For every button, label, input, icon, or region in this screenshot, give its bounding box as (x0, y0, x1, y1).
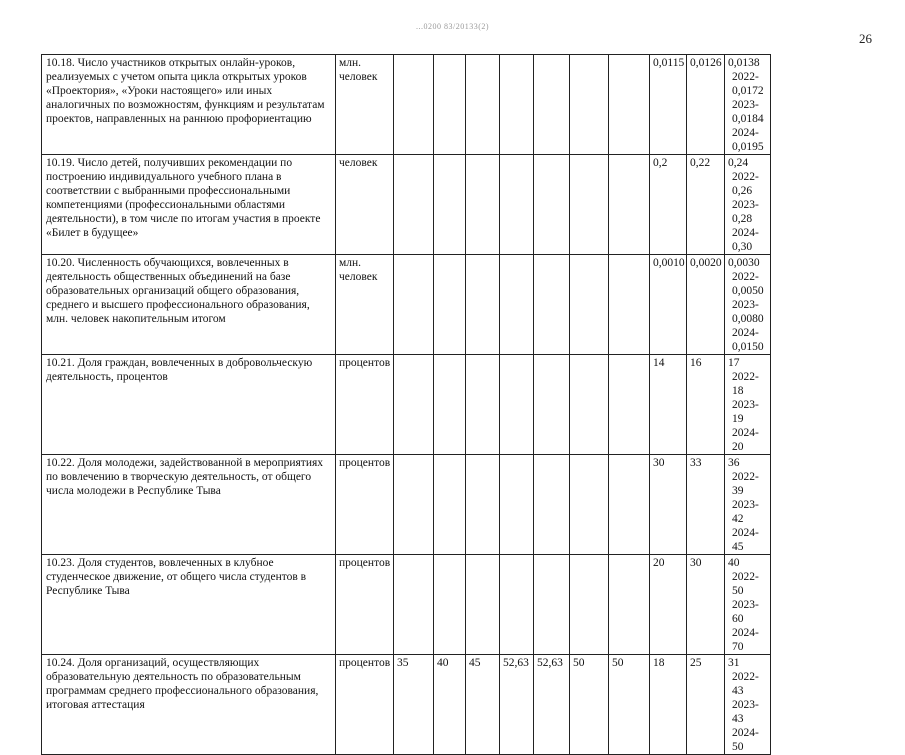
indicator-unit: процентов (336, 655, 394, 755)
year-value: 2024-50 (732, 727, 759, 753)
indicators-table (41, 54, 892, 755)
value-cell: 52,63 (534, 655, 570, 755)
year-value: 2023-43 (732, 699, 759, 725)
year-value: 2024-0,0195 (732, 127, 764, 153)
value-cell (394, 455, 434, 555)
value-cell (534, 155, 570, 255)
target-cell (725, 355, 771, 455)
year-value: 2022-43 (732, 671, 759, 697)
value-cell (434, 155, 466, 255)
value-cell (534, 255, 570, 355)
year-value: 2022-50 (732, 571, 759, 597)
target-value: 40 (728, 557, 740, 569)
year-value: 2022-39 (732, 471, 759, 497)
year-value: 2024-45 (732, 527, 759, 553)
value-cell (434, 455, 466, 555)
value-cell (500, 455, 534, 555)
year-value: 2022-0,26 (732, 171, 759, 197)
indicator-unit: процентов (336, 555, 394, 655)
value-cell (534, 355, 570, 455)
indicator-name: 10.18. Число участников открытых онлайн-уроков, реализуемых с учетом опыта цикла открытых уроков «Проектория», «Уроки настоящего» или иных аналогичных по возможностям, функциям и результатам проектов, направленных на раннюю профориентацию (42, 55, 336, 155)
indicator-name: 10.23. Доля студентов, вовлеченных в клубное студенческое движение, от общего числа студентов в Республике Тыва (42, 555, 336, 655)
target-value: 0,24 (728, 157, 749, 169)
target-cell (725, 655, 771, 755)
value-cell (609, 55, 650, 155)
year-value: 2022-0,0050 (732, 271, 764, 297)
year-value: 2024-70 (732, 627, 759, 653)
table-row (42, 255, 892, 355)
indicator-unit: процентов (336, 355, 394, 455)
year-value: 2023-19 (732, 399, 759, 425)
value-cell: 14 (650, 355, 687, 455)
target-value: 31 (728, 657, 740, 669)
document-stamp: ...0200 83/20133(2) (415, 22, 490, 31)
value-cell (500, 255, 534, 355)
year-value: 2023-0,0184 (732, 99, 764, 125)
indicator-name: 10.24. Доля организаций, осуществляющих образовательную деятельность по образовательным программам среднего профессионального образования, итоговая аттестация (42, 655, 336, 755)
target-cell (725, 255, 771, 355)
target-cell (725, 55, 771, 155)
value-cell (500, 355, 534, 455)
value-cell: 33 (687, 455, 725, 555)
indicator-name: 10.20. Численность обучающихся, вовлеченных в деятельность общественных объединений на базе образовательных организаций общего образования, среднего и высшего профессионального образования, млн. человек накопительным итогом (42, 255, 336, 355)
value-cell (434, 355, 466, 455)
indicator-name: 10.22. Доля молодежи, задействованной в мероприятиях по вовлечению в творческую деятельность, от общего числа молодежи в Республике Тыва (42, 455, 336, 555)
table-row (42, 155, 892, 255)
value-cell: 0,2 (650, 155, 687, 255)
year-value: 2024-0,0150 (732, 327, 764, 353)
value-cell (434, 55, 466, 155)
value-cell (466, 255, 500, 355)
table-row (42, 455, 892, 555)
value-cell (466, 355, 500, 455)
table-row (42, 55, 892, 155)
indicator-unit: млн. человек (336, 255, 394, 355)
value-cell: 16 (687, 355, 725, 455)
target-value: 17 (728, 357, 740, 369)
page-number: 26 (859, 31, 872, 46)
value-cell (534, 455, 570, 555)
value-cell (394, 55, 434, 155)
value-cell (570, 155, 609, 255)
value-cell (434, 255, 466, 355)
year-value: 2022-18 (732, 371, 759, 397)
value-cell (570, 55, 609, 155)
target-cell (725, 455, 771, 555)
value-cell: 40 (434, 655, 466, 755)
value-cell (609, 455, 650, 555)
value-cell (534, 55, 570, 155)
value-cell: 45 (466, 655, 500, 755)
table-row (42, 355, 892, 455)
target-cell (725, 155, 771, 255)
year-value: 2024-0,30 (732, 227, 759, 253)
value-cell: 30 (687, 555, 725, 655)
value-cell (570, 255, 609, 355)
indicator-name: 10.21. Доля граждан, вовлеченных в добровольческую деятельность, процентов (42, 355, 336, 455)
value-cell (570, 355, 609, 455)
value-cell: 0,0020 (687, 255, 725, 355)
value-cell: 50 (570, 655, 609, 755)
value-cell (394, 155, 434, 255)
target-value: 0,0030 (728, 257, 760, 269)
year-value: 2022-0,0172 (732, 71, 764, 97)
value-cell: 20 (650, 555, 687, 655)
year-value: 2023-60 (732, 599, 759, 625)
value-cell (609, 155, 650, 255)
value-cell: 25 (687, 655, 725, 755)
value-cell (466, 455, 500, 555)
value-cell: 50 (609, 655, 650, 755)
value-cell (570, 455, 609, 555)
value-cell: 35 (394, 655, 434, 755)
indicator-name: 10.19. Число детей, получивших рекомендации по построению индивидуального учебного плана в соответствии с выбранными профессиональными компетенциями (профессиональными областями деятельности), в том числе по итогам участия в проекте «Билет в будущее» (42, 155, 336, 255)
value-cell: 0,0115 (650, 55, 687, 155)
value-cell: 52,63 (500, 655, 534, 755)
indicator-unit: процентов (336, 455, 394, 555)
target-value: 0,0138 (728, 57, 760, 69)
value-cell (609, 355, 650, 455)
year-value: 2023-42 (732, 499, 759, 525)
value-cell (394, 355, 434, 455)
value-cell (500, 155, 534, 255)
value-cell: 0,0010 (650, 255, 687, 355)
year-value: 2023-0,0080 (732, 299, 764, 325)
value-cell (466, 155, 500, 255)
value-cell (394, 255, 434, 355)
value-cell: 0,0126 (687, 55, 725, 155)
year-value: 2024-20 (732, 427, 759, 453)
target-value: 36 (728, 457, 740, 469)
indicator-unit: человек (336, 155, 394, 255)
value-cell: 30 (650, 455, 687, 555)
year-value: 2023-0,28 (732, 199, 759, 225)
value-cell (500, 55, 534, 155)
value-cell: 18 (650, 655, 687, 755)
indicator-unit: млн. человек (336, 55, 394, 155)
value-cell (466, 55, 500, 155)
value-cell (609, 255, 650, 355)
value-cell: 0,22 (687, 155, 725, 255)
table-row (42, 655, 892, 755)
